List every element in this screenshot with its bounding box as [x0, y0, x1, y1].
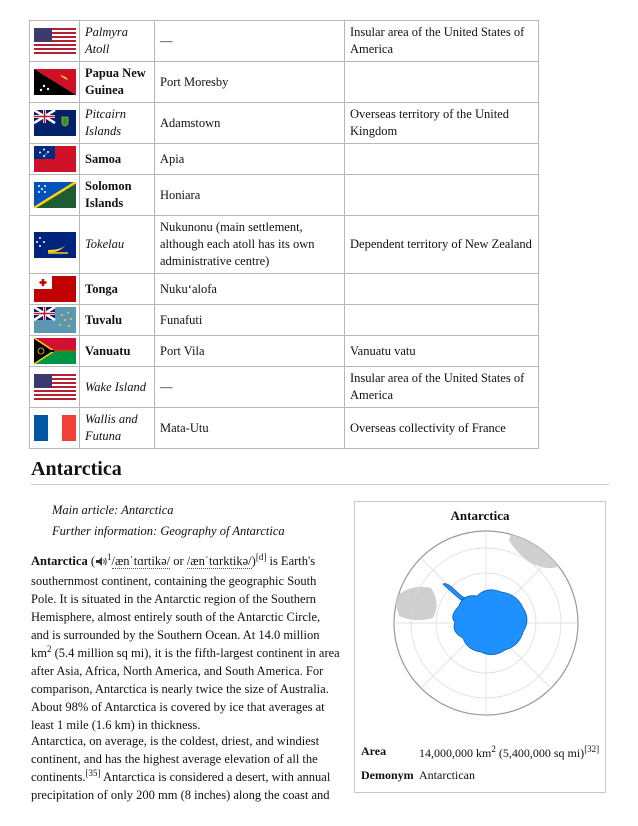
heading-rule: [31, 484, 609, 485]
capital-cell[interactable]: —: [155, 21, 345, 62]
infobox: [354, 501, 606, 793]
table-row: [30, 274, 539, 305]
table-row: [30, 305, 539, 336]
flag-cell: [30, 274, 80, 305]
flag-cell: [30, 408, 80, 449]
flag-cell: [30, 336, 80, 367]
footnote-ref[interactable]: [32]: [584, 744, 600, 754]
tonga-flag-icon[interactable]: [33, 276, 76, 302]
antarctica-globe-map: [391, 528, 581, 718]
flag-cell: [30, 103, 80, 144]
area-value: 14,000,000 $km^2$ (5,400,000 sq mi)[32]: [419, 744, 600, 760]
capital-cell[interactable]: Nukunonu (main settlement, although each atoll has its own administrative centre): [155, 216, 345, 274]
intro-paragraph: Antarctica ( $^1$/ænˈtɑrtikə/ or /ænˈtɑrktikə/)[d] is Earth's southernmost continent, containing the geographic South Pole. It is situated in the Antarctic region of the Southern Hemisphere, almost entirely south of the Antarctic Circle, and is surrounded by the Southern Ocean. At 14.0 million $km^2$ (5.4 million sq mi), it is the fifth-largest continent in area after Asia, Africa, North America, and South America. For comparison, Antarctica is nearly twice the size of Australia. About 98% of Antarctica is covered by ice that averages at least 1 mile (1.6 km) in thickness.: [31, 551, 340, 732]
status-cell: [345, 62, 539, 103]
pitcairn-flag-icon[interactable]: [33, 110, 76, 136]
section-heading: Antarctica: [31, 458, 122, 480]
climate-paragraph: Antarctica, on average, is the coldest, driest, and windiest continent, and has the highest average elevation of all the continents.[35] Antarctica is considered a desert, with annual precipitation of only 200 mm (8 inches) along the coast and: [31, 734, 331, 802]
table-row: [30, 21, 539, 62]
status-cell: Insular area of the United States of America: [345, 21, 539, 62]
tuvalu-flag-icon[interactable]: [33, 307, 76, 333]
capital-cell[interactable]: Port Vila: [155, 336, 345, 367]
status-cell: [345, 274, 539, 305]
footnote-ref[interactable]: [d]: [255, 551, 267, 562]
table-row: [30, 216, 539, 274]
capital-cell[interactable]: Funafuti: [155, 305, 345, 336]
status-cell: Overseas collectivity of France: [345, 408, 539, 449]
capital-cell[interactable]: Mata-Utu: [155, 408, 345, 449]
vanuatu-flag-icon[interactable]: [33, 338, 76, 364]
table-row: [30, 103, 539, 144]
capital-cell[interactable]: Nuku‘alofa: [155, 274, 345, 305]
status-cell: Dependent territory of New Zealand: [345, 216, 539, 274]
png-flag-icon[interactable]: [33, 69, 76, 95]
territory-name[interactable]: Tonga: [80, 274, 155, 305]
term-bold: Antarctica: [31, 554, 88, 568]
flag-cell: [30, 367, 80, 408]
territory-name[interactable]: Wake Island: [80, 367, 155, 408]
territory-name[interactable]: Wallis and Futuna: [80, 408, 155, 449]
status-cell: Vanuatu vatu: [345, 336, 539, 367]
table-row: [30, 144, 539, 175]
territory-name[interactable]: Palmyra Atoll: [80, 21, 155, 62]
flag-cell: [30, 62, 80, 103]
territory-name[interactable]: Papua New Guinea: [80, 62, 155, 103]
status-cell: [345, 175, 539, 216]
ipa-pronunciation-2[interactable]: /ænˈtɑrktikə/: [186, 554, 252, 568]
ipa-pronunciation-1[interactable]: /ænˈtɑrtikə/: [111, 554, 171, 568]
further-info-link[interactable]: Further information: Geography of Antarctica: [52, 524, 285, 538]
territories-table: [29, 20, 539, 449]
footnote-ref[interactable]: [35]: [85, 767, 101, 778]
territory-name[interactable]: Tokelau: [80, 216, 155, 274]
status-cell: [345, 305, 539, 336]
us-flag-icon[interactable]: [33, 374, 76, 400]
demonym-value: Antarctican: [419, 768, 475, 782]
france-flag-icon[interactable]: [33, 415, 76, 441]
territory-name[interactable]: Solomon Islands: [80, 175, 155, 216]
territory-name[interactable]: Tuvalu: [80, 305, 155, 336]
us-flag-icon[interactable]: [33, 28, 76, 54]
capital-cell[interactable]: —: [155, 367, 345, 408]
area-label: Area: [361, 744, 387, 758]
main-article-link[interactable]: Main article: Antarctica: [52, 503, 174, 517]
infobox-title: Antarctica: [450, 508, 510, 523]
capital-cell[interactable]: Apia: [155, 144, 345, 175]
table-row: [30, 62, 539, 103]
table-row: [30, 175, 539, 216]
territory-name[interactable]: Pitcairn Islands: [80, 103, 155, 144]
status-cell: Insular area of the United States of America: [345, 367, 539, 408]
samoa-flag-icon[interactable]: [33, 146, 76, 172]
solomon-flag-icon[interactable]: [33, 182, 76, 208]
flag-cell: [30, 21, 80, 62]
flag-cell: [30, 144, 80, 175]
flag-cell: [30, 216, 80, 274]
table-row: [30, 336, 539, 367]
demonym-label: Demonym: [361, 768, 414, 782]
capital-cell[interactable]: Honiara: [155, 175, 345, 216]
table-row: [30, 367, 539, 408]
table-row: [30, 408, 539, 449]
flag-cell: [30, 175, 80, 216]
status-cell: [345, 144, 539, 175]
tokelau-flag-icon[interactable]: [33, 232, 76, 258]
capital-cell[interactable]: Adamstown: [155, 103, 345, 144]
flag-cell: [30, 305, 80, 336]
capital-cell[interactable]: Port Moresby: [155, 62, 345, 103]
territory-name[interactable]: Vanuatu: [80, 336, 155, 367]
territory-name[interactable]: Samoa: [80, 144, 155, 175]
status-cell: Overseas territory of the United Kingdom: [345, 103, 539, 144]
speaker-icon[interactable]: [95, 554, 107, 572]
